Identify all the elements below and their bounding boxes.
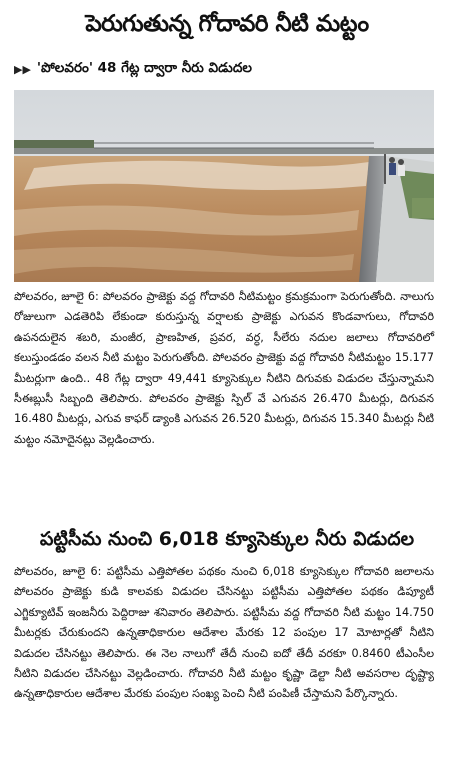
subheadline bbox=[14, 57, 252, 81]
article-body-2: పోలవరం, జూలై 6: పట్టిసీమ ఎత్తిపోతల పథకం నుంచి 6,018 క్యూసెక్కుల గోదావరి జలాలను పోలవరం ప్రాజెక్టు కుడి కాలవకు విడుదల చేసినట్టు పట్టిసీమ ఎత్తిపోతల పథకం డిప్యూటీ ఎగ్జిక్యూటివ్ ఇంజనీరు పెద్దిరాజు శనివారం తెలిపారు. పట్టిసీమ వద్ద గోదావరి నీటి మట్టం 14.750 మీటర్లకు చేరుకుందని ఉన్నతాధికారుల ఆదేశాల మేరకు 12 పంపుల 17 మోటార్లతో నీటిని విడుదల చేసినట్టు తెలిపారు. ఈ నెల నాలుగో తేదీ నుంచి ఐదో తేదీ వరకూ 0.8460 టీఎంసీల నీటిని విడుదల చేసినట్టు వెల్లడించారు. గోదావరి నీటి మట్టం కృష్ణా డెల్టా నీటి అవసరాల దృష్ట్యా ఉన్నతాధికారుల ఆదేశాల మేరకు పంపుల సంఖ్య పెంచి నీటి పంపిణీ చేస్తామని పేర్కొన్నారు. bbox=[14, 565, 434, 701]
spillway-photo bbox=[14, 90, 434, 282]
section-heading: పట్టిసీమ నుంచి 6,018 క్యూసెక్కుల నీరు విడుదల bbox=[39, 528, 415, 550]
subheadline-text: 'పోలవరం' 48 గేట్ల ద్వారా నీరు విడుదల bbox=[36, 59, 252, 76]
spillway-photo-illustration bbox=[14, 90, 434, 282]
headline: పెరుగుతున్న గోదావరి నీటి మట్టం bbox=[85, 11, 369, 37]
article-body-1: పోలవరం, జూలై 6: పోలవరం ప్రాజెక్టు వద్ద గోదావరి నీటిమట్టం క్రమక్రమంగా పెరుగుతోంది. నాలుగు రోజులుగా ఎడతెరిపి లేకుండా కురుస్తున్న వర్షాలకు ప్రాజెక్టు ఎగువన కొండవాగులు, గోదావరి ఉపనదులైన శబరి, మంజీర, ప్రాణహిత, ప్రవర, వర్ధ, సీలేరు నదుల జలాలు గోదావరిలో కలుస్తుండడం వలన నీటి మట్టం పెరుగుతోంది. పోలవరం ప్రాజెక్టు వద్ద గోదావరి నీటిమట్టం 15.177 మీటర్లుగా ఉంది.. 48 గేట్ల ద్వారా 49,441 క్యూసెక్కుల నీటిని దిగువకు విడుదల చేస్తున్నామని సీఈబ్లుసీ సిబ్బంది తెలిపారు. పోలవరం ప్రాజెక్టు స్పిల్ వే ఎగువన 26.470 మీటర్లు, దిగువన 16.480 మీటర్లు, ఎగువ కాఫర్ డ్యాంకి ఎగువన 26.520 మీటర్లు, దిగువన 15.340 మీటర్లు నీటి మట్టం నమోదైనట్లు వెల్లడించారు. bbox=[14, 290, 434, 446]
double-arrow-icon: ▶▶ bbox=[14, 62, 31, 76]
